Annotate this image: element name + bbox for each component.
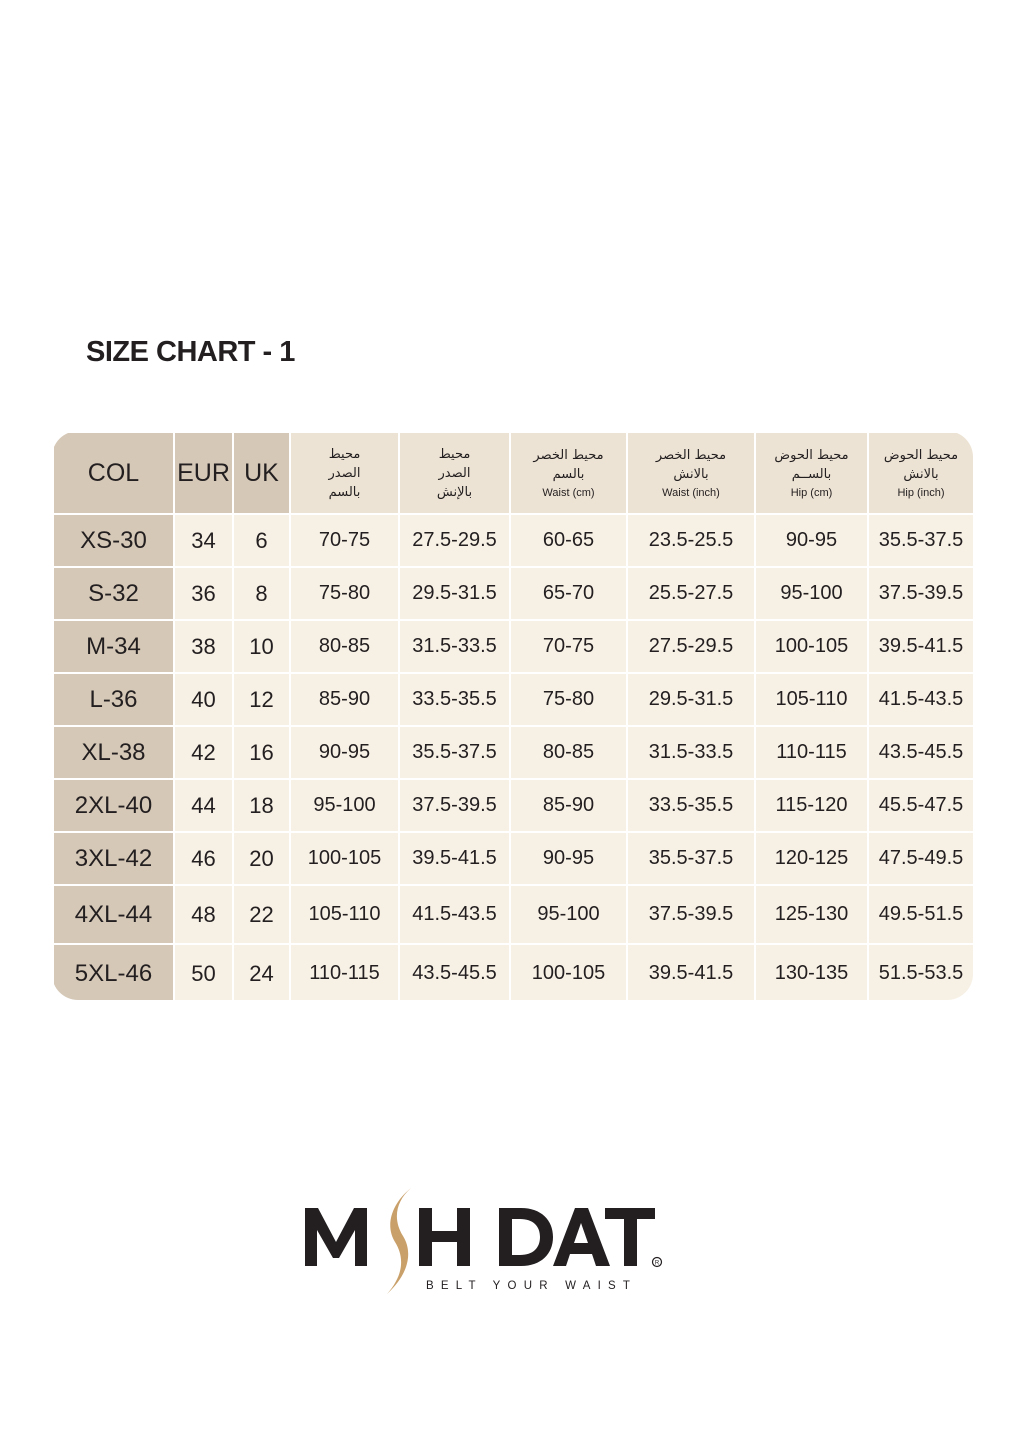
cell-hip-cm: 110-115 (755, 726, 868, 779)
cell-chest-in: 41.5-43.5 (399, 885, 510, 944)
cell-waist-in: 39.5-41.5 (627, 944, 755, 1000)
logo-letter-a (553, 1208, 610, 1266)
cell-hip-in: 45.5-47.5 (868, 779, 973, 832)
cell-waist-in: 33.5-35.5 (627, 779, 755, 832)
cell-uk: 22 (233, 885, 290, 944)
cell-hip-in: 47.5-49.5 (868, 832, 973, 885)
size-label-cell: 2XL-40 (53, 779, 174, 832)
table-row (53, 673, 973, 726)
cell-uk: 18 (233, 779, 290, 832)
cell-uk: 6 (233, 514, 290, 567)
table-row (53, 514, 973, 567)
cell-hip-cm: 90-95 (755, 514, 868, 567)
cell-eur: 40 (174, 673, 233, 726)
table-row (53, 567, 973, 620)
cell-chest-in: 29.5-31.5 (399, 567, 510, 620)
cell-uk: 20 (233, 832, 290, 885)
cell-waist-cm: 60-65 (510, 514, 627, 567)
cell-eur: 38 (174, 620, 233, 673)
table-row (53, 779, 973, 832)
cell-waist-cm: 80-85 (510, 726, 627, 779)
cell-hip-cm: 130-135 (755, 944, 868, 1000)
size-label-cell: XS-30 (53, 514, 174, 567)
cell-uk: 24 (233, 944, 290, 1000)
cell-waist-in: 31.5-33.5 (627, 726, 755, 779)
cell-uk: 12 (233, 673, 290, 726)
header-hip-cm: محيط الحوض بالســم Hip (cm) (755, 432, 868, 514)
cell-chest-in: 33.5-35.5 (399, 673, 510, 726)
size-label-cell: L-36 (53, 673, 174, 726)
cell-waist-cm: 75-80 (510, 673, 627, 726)
cell-chest-in: 27.5-29.5 (399, 514, 510, 567)
logo-gold-s-curve (387, 1188, 411, 1294)
size-label-cell: 3XL-42 (53, 832, 174, 885)
cell-hip-in: 49.5-51.5 (868, 885, 973, 944)
cell-eur: 42 (174, 726, 233, 779)
cell-hip-in: 41.5-43.5 (868, 673, 973, 726)
cell-chest-cm: 100-105 (290, 832, 399, 885)
cell-hip-cm: 120-125 (755, 832, 868, 885)
size-chart-table (52, 431, 973, 1000)
cell-chest-cm: 105-110 (290, 885, 399, 944)
cell-hip-in: 51.5-53.5 (868, 944, 973, 1000)
cell-waist-in: 27.5-29.5 (627, 620, 755, 673)
cell-hip-in: 35.5-37.5 (868, 514, 973, 567)
cell-chest-cm: 70-75 (290, 514, 399, 567)
cell-waist-in: 35.5-37.5 (627, 832, 755, 885)
logo-letter-h (419, 1208, 470, 1266)
cell-chest-cm: 90-95 (290, 726, 399, 779)
table-row (53, 620, 973, 673)
cell-waist-cm: 90-95 (510, 832, 627, 885)
logo-letter-t (605, 1208, 655, 1266)
header-row (53, 432, 973, 514)
size-label-cell: 5XL-46 (53, 944, 174, 1000)
size-table (52, 431, 973, 1000)
logo-letter-d (499, 1208, 553, 1266)
cell-chest-in: 43.5-45.5 (399, 944, 510, 1000)
cell-waist-cm: 95-100 (510, 885, 627, 944)
cell-waist-cm: 70-75 (510, 620, 627, 673)
header-hip-inch: محيط الحوض بالانش Hip (inch) (868, 432, 973, 514)
cell-hip-in: 37.5-39.5 (868, 567, 973, 620)
cell-uk: 8 (233, 567, 290, 620)
cell-waist-cm: 85-90 (510, 779, 627, 832)
cell-hip-cm: 115-120 (755, 779, 868, 832)
size-label-cell: M-34 (53, 620, 174, 673)
size-label-cell: XL-38 (53, 726, 174, 779)
cell-hip-cm: 100-105 (755, 620, 868, 673)
cell-hip-cm: 95-100 (755, 567, 868, 620)
size-label-cell: S-32 (53, 567, 174, 620)
cell-waist-cm: 65-70 (510, 567, 627, 620)
cell-waist-in: 23.5-25.5 (627, 514, 755, 567)
cell-chest-in: 39.5-41.5 (399, 832, 510, 885)
mshdat-logo (303, 1184, 663, 1296)
page-title: SIZE CHART - 1 (86, 336, 295, 368)
cell-chest-in: 37.5-39.5 (399, 779, 510, 832)
logo-tagline: BELT YOUR WAIST (426, 1280, 638, 1292)
cell-eur: 44 (174, 779, 233, 832)
cell-chest-cm: 85-90 (290, 673, 399, 726)
cell-chest-cm: 95-100 (290, 779, 399, 832)
cell-hip-cm: 125-130 (755, 885, 868, 944)
header-chest-cm: محيط الصدر بالسم (290, 432, 399, 514)
logo-letter-m (305, 1208, 367, 1266)
cell-eur: 48 (174, 885, 233, 944)
cell-chest-cm: 80-85 (290, 620, 399, 673)
cell-chest-in: 35.5-37.5 (399, 726, 510, 779)
cell-uk: 10 (233, 620, 290, 673)
cell-hip-in: 43.5-45.5 (868, 726, 973, 779)
cell-chest-cm: 110-115 (290, 944, 399, 1000)
header-col: COL (53, 432, 174, 514)
table-row (53, 944, 973, 1000)
table-row (53, 885, 973, 944)
cell-waist-in: 29.5-31.5 (627, 673, 755, 726)
svg-text:R: R (654, 1260, 660, 1267)
cell-uk: 16 (233, 726, 290, 779)
cell-chest-in: 31.5-33.5 (399, 620, 510, 673)
table-row (53, 832, 973, 885)
size-label-cell: 4XL-44 (53, 885, 174, 944)
cell-eur: 36 (174, 567, 233, 620)
cell-eur: 46 (174, 832, 233, 885)
cell-waist-in: 37.5-39.5 (627, 885, 755, 944)
header-uk: UK (233, 432, 290, 514)
cell-hip-in: 39.5-41.5 (868, 620, 973, 673)
header-waist-inch: محيط الخصر بالانش Waist (inch) (627, 432, 755, 514)
table-row (53, 726, 973, 779)
header-waist-cm: محيط الخصر بالسم Waist (cm) (510, 432, 627, 514)
cell-eur: 34 (174, 514, 233, 567)
cell-hip-cm: 105-110 (755, 673, 868, 726)
cell-waist-cm: 100-105 (510, 944, 627, 1000)
cell-waist-in: 25.5-27.5 (627, 567, 755, 620)
cell-eur: 50 (174, 944, 233, 1000)
cell-chest-cm: 75-80 (290, 567, 399, 620)
header-eur: EUR (174, 432, 233, 514)
header-chest-inch: محيط الصدر بالإنش (399, 432, 510, 514)
